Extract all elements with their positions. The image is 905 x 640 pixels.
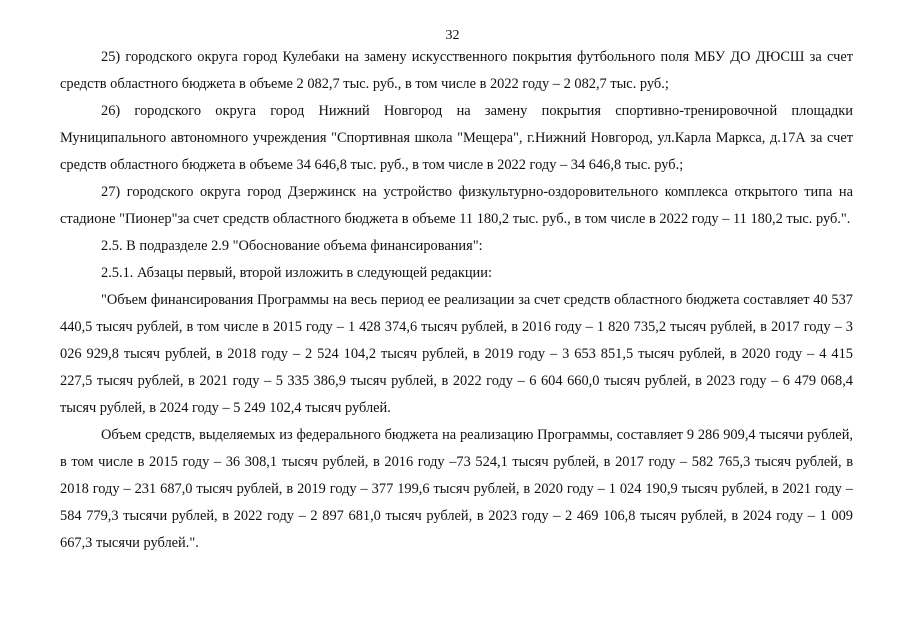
paragraph-item-27: 27) городского округа город Дзержинск на устройство физкультурно-оздоровительного комплекса открытого типа на стадионе "Пионер"за счет средств областного бюджета в объеме 11 180,2 тыс. руб., в том числе в 2022 году – 11 180,2 тыс. руб.". (60, 184, 853, 227)
page-number: 32 (445, 28, 460, 43)
section-heading-2-5: 2.5. В подразделе 2.9 "Обоснование объема финансирования": (101, 238, 483, 254)
paragraph-item-26: 26) городского округа город Нижний Новгород на замену покрытия спортивно-тренировочной площадки Муниципального автономного учреждения "Спортивная школа "Мещера", г.Нижний Новгород, ул.Карла Маркса, д.17А за счет средств областного бюджета в объеме 34 646,8 тыс. руб., в том числе в 2022 году – 34 646,8 тыс. руб.; (60, 103, 853, 173)
paragraph-federal-funding: Объем средств, выделяемых из федерального бюджета на реализацию Программы, составляет 9 286 909,4 тысячи рублей, в том числе в 2015 году – 36 308,1 тысяч рублей, в 2016 году –73 524,1 тысяч рублей, в 2017 году – 582 765,3 тысяч рублей, в 2018 году – 231 687,0 тысяч рублей, в 2019 году – 377 199,6 тысяч рублей, в 2020 году – 1 024 190,9 тысяч рублей, в 2021 году – 584 779,3 тысячи рублей, в 2022 году – 2 897 681,0 тысяч рублей, в 2023 году – 2 469 106,8 тысяч рублей, в 2024 году – 1 009 667,3 тысячи рублей.". (60, 427, 853, 551)
paragraph-regional-funding: "Объем финансирования Программы на весь период ее реализации за счет средств областного бюджета составляет 40 537 440,5 тысяч рублей, в том числе в 2015 году – 1 428 374,6 тысяч рублей, в 2016 году – 1 820 735,2 тысяч рублей, в 2017 году – 3 026 929,8 тысяч рублей, в 2018 году – 2 524 104,2 тысяч рублей, в 2019 году – 3 653 851,5 тысяч рублей, в 2020 году – 4 415 227,5 тысяч рублей, в 2021 году – 5 335 386,9 тысяч рублей, в 2022 году – 6 604 660,0 тысяч рублей, в 2023 году – 6 479 068,4 тысяч рублей, в 2024 году – 5 249 102,4 тысяч рублей. (60, 292, 853, 416)
section-heading-2-5-1: 2.5.1. Абзацы первый, второй изложить в следующей редакции: (101, 265, 492, 281)
paragraph-item-25: 25) городского округа город Кулебаки на замену искусственного покрытия футбольного поля МБУ ДО ДЮСШ за счет средств областного бюджета в объеме 2 082,7 тыс. руб., в том числе в 2022 году – 2 082,7 тыс. руб.; (60, 49, 853, 92)
document-body (60, 44, 853, 557)
